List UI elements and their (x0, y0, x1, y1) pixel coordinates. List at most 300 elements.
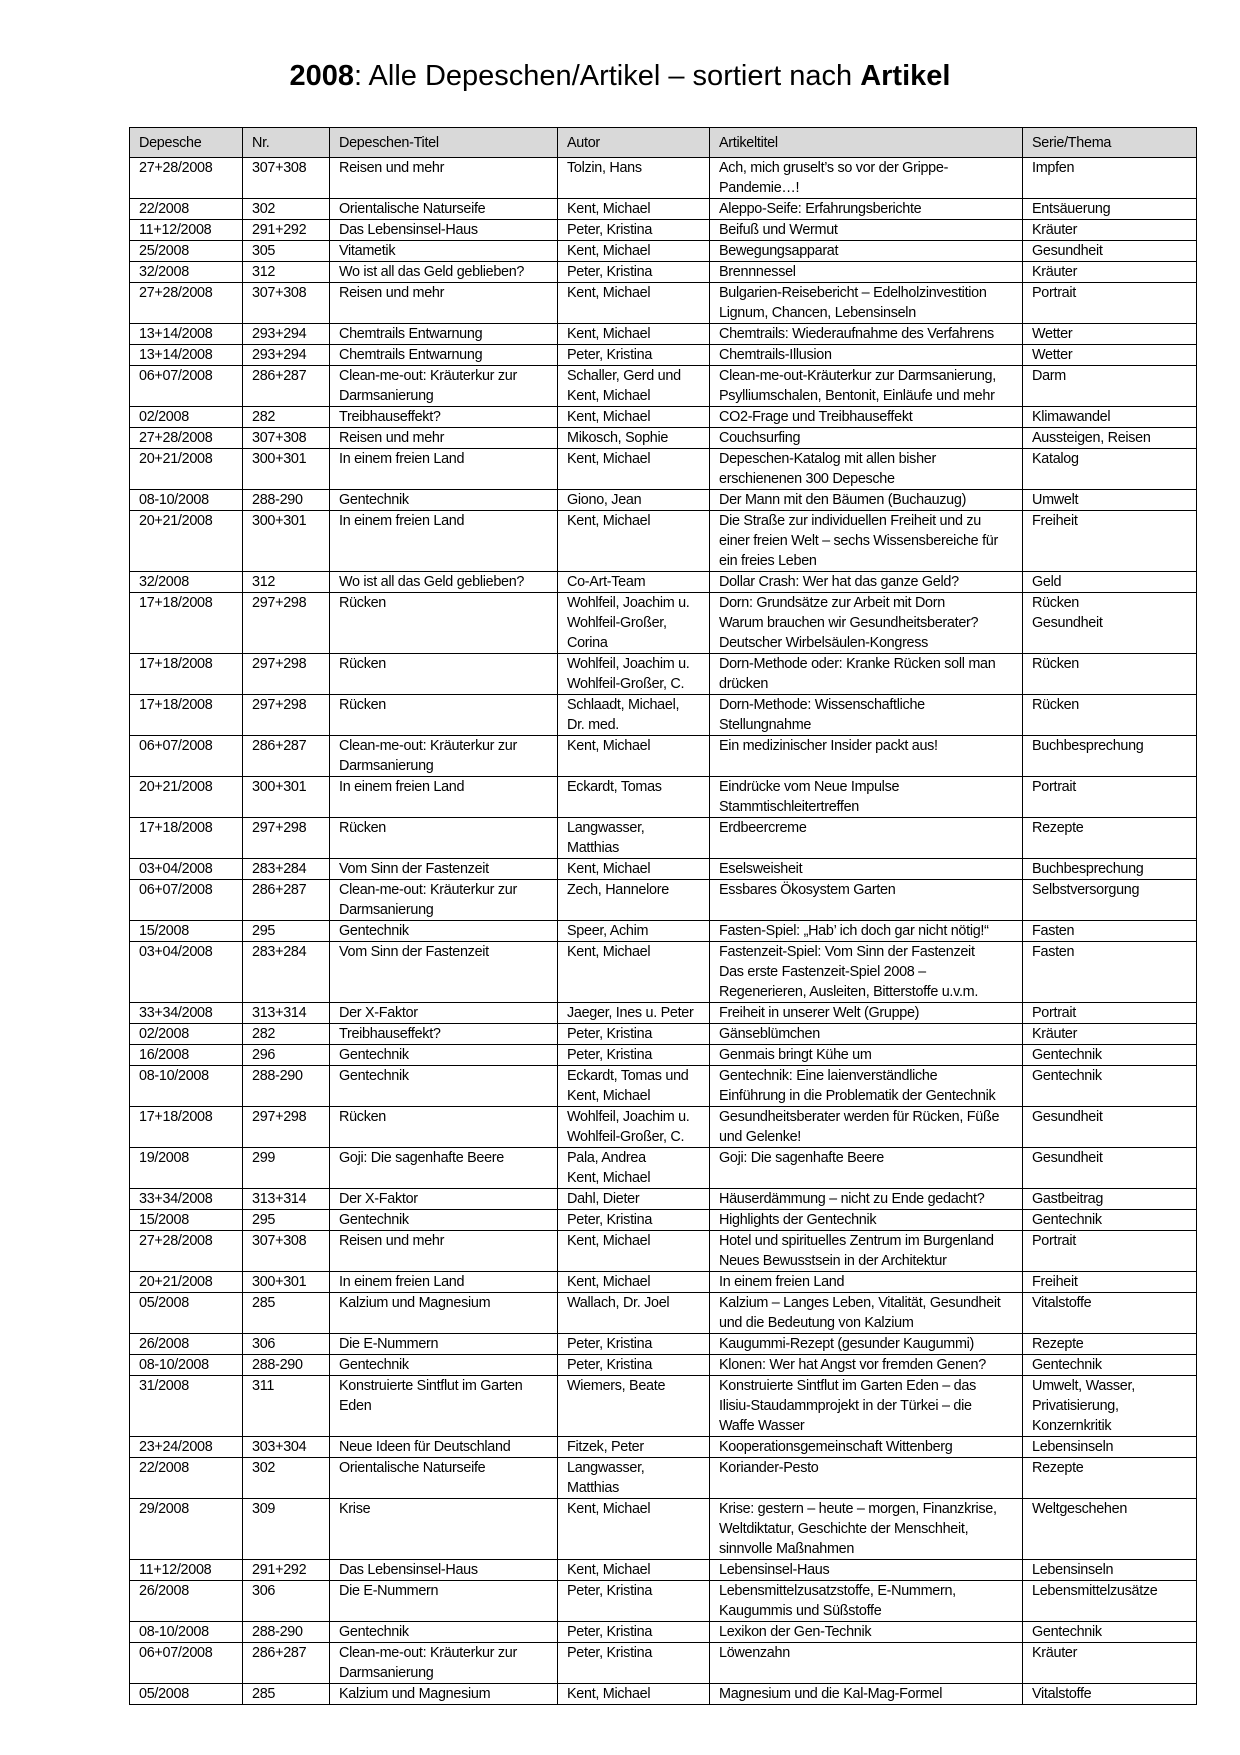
cell-line: 307+308 (252, 1233, 307, 1249)
cell-nr (243, 695, 330, 736)
cell-depesche (130, 777, 243, 818)
cell-nr (243, 511, 330, 572)
cell-line: Langwasser, (567, 820, 645, 836)
cell-depesche (130, 241, 243, 262)
column-header-serie-thema: Serie/Thema (1023, 128, 1197, 158)
cell-line: Schaller, Gerd und (567, 368, 681, 384)
cell-serie-thema (1023, 1437, 1197, 1458)
cell-line: Jaeger, Ines u. Peter (567, 1005, 694, 1021)
table-row (130, 1643, 1197, 1684)
cell-serie-thema (1023, 1684, 1197, 1705)
cell-line: Rücken (339, 820, 386, 836)
cell-line: Peter, Kristina (567, 1047, 653, 1063)
cell-artikeltitel (710, 262, 1023, 283)
table-row (130, 1499, 1197, 1560)
cell-line: Lexikon der Gen-Technik (719, 1624, 872, 1640)
cell-nr (243, 921, 330, 942)
cell-artikeltitel (710, 199, 1023, 220)
cell-depesche (130, 1231, 243, 1272)
cell-line: Kent, Michael (567, 388, 651, 404)
cell-line: 311 (252, 1378, 275, 1394)
table-row (130, 345, 1197, 366)
cell-line: 285 (252, 1295, 276, 1311)
cell-artikeltitel (710, 1189, 1023, 1210)
cell-line: Kent, Michael (567, 1562, 651, 1578)
cell-depesche (130, 1458, 243, 1499)
cell-artikeltitel (710, 1024, 1023, 1045)
cell-nr (243, 1210, 330, 1231)
cell-serie-thema (1023, 1148, 1197, 1189)
cell-line: Der X-Faktor (339, 1191, 418, 1207)
cell-line: In einem freien Land (339, 1274, 465, 1290)
cell-autor (558, 1231, 710, 1272)
cell-line: 299 (252, 1150, 276, 1166)
cell-line: erschienenen 300 Depesche (719, 471, 895, 487)
cell-line: einer freien Welt – sechs Wissensbereiche für (719, 533, 998, 549)
cell-artikeltitel (710, 1684, 1023, 1705)
cell-line: 297+298 (252, 656, 307, 672)
cell-autor (558, 324, 710, 345)
cell-line: 26/2008 (139, 1583, 189, 1599)
cell-line: Kent, Michael (567, 285, 651, 301)
cell-line: 293+294 (252, 326, 307, 342)
cell-line: Buchbesprechung (1032, 738, 1144, 754)
cell-autor (558, 1293, 710, 1334)
cell-autor (558, 1066, 710, 1107)
cell-line: Bulgarien-Reisebericht – Edelholzinvestition (719, 285, 987, 301)
cell-line: 23+24/2008 (139, 1439, 213, 1455)
cell-line: 288-290 (252, 1068, 303, 1084)
table-row (130, 1272, 1197, 1293)
cell-depeschen-titel (330, 1499, 558, 1560)
cell-line: CO2-Frage und Treibhauseffekt (719, 409, 913, 425)
cell-line: 13+14/2008 (139, 347, 213, 363)
cell-nr (243, 345, 330, 366)
cell-autor (558, 736, 710, 777)
cell-line: 17+18/2008 (139, 656, 213, 672)
cell-line: Kalzium und Magnesium (339, 1686, 491, 1702)
cell-depeschen-titel (330, 572, 558, 593)
cell-autor (558, 220, 710, 241)
cell-depesche (130, 1684, 243, 1705)
cell-depesche (130, 1148, 243, 1189)
cell-depeschen-titel (330, 407, 558, 428)
cell-depesche (130, 818, 243, 859)
cell-line: Darmsanierung (339, 758, 434, 774)
cell-line: Ach, mich gruselt’s so vor der Grippe- (719, 160, 949, 176)
cell-nr (243, 736, 330, 777)
cell-line: Umwelt, Wasser, (1032, 1378, 1135, 1394)
cell-line: und Gelenke! (719, 1129, 802, 1145)
cell-line: Portrait (1032, 285, 1076, 301)
cell-line: Reisen und mehr (339, 430, 445, 446)
cell-depeschen-titel (330, 1560, 558, 1581)
cell-artikeltitel (710, 449, 1023, 490)
cell-line: 307+308 (252, 430, 307, 446)
cell-artikeltitel (710, 1355, 1023, 1376)
cell-artikeltitel (710, 1148, 1023, 1189)
cell-autor (558, 1581, 710, 1622)
cell-depeschen-titel (330, 1003, 558, 1024)
cell-line: 312 (252, 574, 276, 590)
cell-nr (243, 942, 330, 1003)
cell-line: Chemtrails: Wiederaufnahme des Verfahrens (719, 326, 994, 342)
cell-nr (243, 1499, 330, 1560)
cell-line: Dr. med. (567, 717, 619, 733)
cell-autor (558, 1334, 710, 1355)
cell-line: Clean-me-out: Kräuterkur zur (339, 882, 517, 898)
cell-line: Portrait (1032, 779, 1076, 795)
cell-line: ein freies Leben (719, 553, 817, 569)
cell-depeschen-titel (330, 1684, 558, 1705)
cell-line: Gentechnik (1032, 1212, 1102, 1228)
cell-nr (243, 241, 330, 262)
cell-line: Vitalstoffe (1032, 1295, 1092, 1311)
cell-depeschen-titel (330, 593, 558, 654)
cell-line: 300+301 (252, 1274, 307, 1290)
cell-depesche (130, 1437, 243, 1458)
cell-depeschen-titel (330, 1189, 558, 1210)
cell-line: Kent, Michael (567, 1501, 651, 1517)
cell-line: Gesundheit (1032, 1150, 1103, 1166)
cell-artikeltitel (710, 241, 1023, 262)
cell-line: Die E-Nummern (339, 1583, 439, 1599)
cell-line: 20+21/2008 (139, 513, 213, 529)
table-row (130, 1293, 1197, 1334)
cell-line: Dorn-Methode oder: Kranke Rücken soll man (719, 656, 996, 672)
cell-line: Gentechnik (339, 1047, 409, 1063)
cell-serie-thema (1023, 1024, 1197, 1045)
cell-line: 32/2008 (139, 264, 189, 280)
cell-nr (243, 1334, 330, 1355)
cell-line: Vitalstoffe (1032, 1686, 1092, 1702)
cell-line: Lignum, Chancen, Lebensinseln (719, 305, 916, 321)
cell-line: 25/2008 (139, 243, 189, 259)
cell-line: 282 (252, 409, 276, 425)
cell-line: Magnesium und die Kal-Mag-Formel (719, 1686, 943, 1702)
cell-depeschen-titel (330, 199, 558, 220)
cell-line: 03+04/2008 (139, 861, 213, 877)
cell-depesche (130, 1189, 243, 1210)
cell-autor (558, 1376, 710, 1437)
cell-line: 16/2008 (139, 1047, 189, 1063)
cell-line: 20+21/2008 (139, 451, 213, 467)
cell-artikeltitel (710, 1003, 1023, 1024)
title-year: 2008 (289, 60, 355, 92)
cell-depesche (130, 921, 243, 942)
cell-artikeltitel (710, 1643, 1023, 1684)
cell-line: Lebensinsel-Haus (719, 1562, 830, 1578)
cell-line: 307+308 (252, 160, 307, 176)
cell-depesche (130, 593, 243, 654)
cell-autor (558, 1458, 710, 1499)
cell-line: 02/2008 (139, 1026, 189, 1042)
cell-line: Fasten (1032, 944, 1075, 960)
cell-depeschen-titel (330, 241, 558, 262)
cell-line: Kräuter (1032, 264, 1078, 280)
table-row (130, 1210, 1197, 1231)
table-row (130, 654, 1197, 695)
cell-line: Reisen und mehr (339, 1233, 445, 1249)
cell-line: 22/2008 (139, 1460, 189, 1476)
cell-line: 27+28/2008 (139, 430, 213, 446)
cell-line: 33+34/2008 (139, 1005, 213, 1021)
cell-line: Aussteigen, Reisen (1032, 430, 1151, 446)
cell-serie-thema (1023, 199, 1197, 220)
cell-line: 295 (252, 923, 276, 939)
cell-serie-thema (1023, 1231, 1197, 1272)
cell-autor (558, 818, 710, 859)
cell-line: Deutscher Wirbelsäulen-Kongress (719, 635, 929, 651)
cell-line: Wohlfeil, Joachim u. (567, 595, 690, 611)
cell-line: Giono, Jean (567, 492, 642, 508)
cell-line: Geld (1032, 574, 1062, 590)
cell-line: 19/2008 (139, 1150, 189, 1166)
cell-autor (558, 199, 710, 220)
cell-line: 300+301 (252, 779, 307, 795)
cell-line: 286+287 (252, 738, 307, 754)
cell-line: 13+14/2008 (139, 326, 213, 342)
cell-depeschen-titel (330, 695, 558, 736)
cell-line: 286+287 (252, 882, 307, 898)
cell-autor (558, 654, 710, 695)
cell-line: Kent, Michael (567, 326, 651, 342)
cell-line: Rücken (1032, 697, 1079, 713)
cell-line: Der Mann mit den Bäumen (Buchauzug) (719, 492, 967, 508)
cell-line: Kent, Michael (567, 409, 651, 425)
cell-line: Couchsurfing (719, 430, 801, 446)
cell-artikeltitel (710, 777, 1023, 818)
cell-line: Lebensinseln (1032, 1562, 1114, 1578)
cell-artikeltitel (710, 1376, 1023, 1437)
cell-nr (243, 1066, 330, 1107)
cell-artikeltitel (710, 942, 1023, 1003)
table-row (130, 1231, 1197, 1272)
cell-line: 27+28/2008 (139, 160, 213, 176)
table-row (130, 490, 1197, 511)
cell-nr (243, 490, 330, 511)
cell-depesche (130, 1499, 243, 1560)
cell-line: Langwasser, (567, 1460, 645, 1476)
cell-line: Kent, Michael (567, 1233, 651, 1249)
table-row (130, 880, 1197, 921)
cell-line: Waffe Wasser (719, 1418, 805, 1434)
cell-depeschen-titel (330, 262, 558, 283)
title-last: Artikel (860, 60, 951, 92)
cell-line: Darmsanierung (339, 1665, 434, 1681)
cell-depesche (130, 428, 243, 449)
cell-line: Treibhauseffekt? (339, 409, 441, 425)
cell-line: Eckardt, Tomas (567, 779, 662, 795)
cell-line: Kalzium – Langes Leben, Vitalität, Gesundheit (719, 1295, 1001, 1311)
cell-autor (558, 695, 710, 736)
cell-serie-thema (1023, 220, 1197, 241)
cell-line: Kooperationsgemeinschaft Wittenberg (719, 1439, 953, 1455)
cell-line: Eindrücke vom Neue Impulse (719, 779, 900, 795)
table-row (130, 366, 1197, 407)
table-row (130, 593, 1197, 654)
cell-line: Clean-me-out-Kräuterkur zur Darmsanierung, (719, 368, 996, 384)
cell-line: Kent, Michael (567, 944, 651, 960)
table-row (130, 283, 1197, 324)
cell-line: Essbares Ökosystem Garten (719, 882, 896, 898)
cell-autor (558, 1272, 710, 1293)
cell-line: Peter, Kristina (567, 1583, 653, 1599)
cell-artikeltitel (710, 1622, 1023, 1643)
cell-depeschen-titel (330, 942, 558, 1003)
cell-line: 300+301 (252, 513, 307, 529)
cell-depesche (130, 1643, 243, 1684)
cell-depesche (130, 511, 243, 572)
cell-nr (243, 1458, 330, 1499)
cell-line: Portrait (1032, 1233, 1076, 1249)
cell-line: Das Lebensinsel-Haus (339, 1562, 478, 1578)
cell-autor (558, 777, 710, 818)
cell-artikeltitel (710, 283, 1023, 324)
cell-artikeltitel (710, 511, 1023, 572)
cell-line: Weltgeschehen (1032, 1501, 1128, 1517)
cell-line: 283+284 (252, 861, 307, 877)
cell-serie-thema (1023, 449, 1197, 490)
cell-nr (243, 1622, 330, 1643)
cell-line: Krise: gestern – heute – morgen, Finanzkrise, (719, 1501, 997, 1517)
cell-serie-thema (1023, 1066, 1197, 1107)
cell-depesche (130, 1272, 243, 1293)
table-row (130, 449, 1197, 490)
cell-autor (558, 1107, 710, 1148)
cell-artikeltitel (710, 1581, 1023, 1622)
cell-artikeltitel (710, 345, 1023, 366)
cell-nr (243, 428, 330, 449)
cell-nr (243, 1581, 330, 1622)
cell-autor (558, 1437, 710, 1458)
cell-depesche (130, 942, 243, 1003)
cell-depesche (130, 1045, 243, 1066)
cell-autor (558, 859, 710, 880)
cell-line: 03+04/2008 (139, 944, 213, 960)
cell-line: Kaugummi-Rezept (gesunder Kaugummi) (719, 1336, 975, 1352)
cell-artikeltitel (710, 859, 1023, 880)
cell-nr (243, 262, 330, 283)
cell-nr (243, 283, 330, 324)
cell-line: Gesundheit (1032, 1109, 1103, 1125)
cell-autor (558, 921, 710, 942)
cell-line: Clean-me-out: Kräuterkur zur (339, 368, 517, 384)
cell-line: Kent, Michael (567, 1686, 651, 1702)
cell-serie-thema (1023, 1622, 1197, 1643)
cell-depeschen-titel (330, 158, 558, 199)
cell-depesche (130, 1066, 243, 1107)
cell-line: Konzernkritik (1032, 1418, 1112, 1434)
cell-autor (558, 407, 710, 428)
cell-line: 22/2008 (139, 201, 189, 217)
cell-serie-thema (1023, 695, 1197, 736)
cell-line: 307+308 (252, 285, 307, 301)
cell-depeschen-titel (330, 859, 558, 880)
cell-artikeltitel (710, 1210, 1023, 1231)
table-row (130, 942, 1197, 1003)
cell-line: Gentechnik (339, 492, 409, 508)
cell-line: Eckardt, Tomas und (567, 1068, 689, 1084)
cell-line: Gastbeitrag (1032, 1191, 1104, 1207)
cell-artikeltitel (710, 654, 1023, 695)
cell-line: Gesundheit (1032, 243, 1103, 259)
table-row (130, 1560, 1197, 1581)
cell-autor (558, 345, 710, 366)
cell-line: Hotel und spirituelles Zentrum im Burgenland (719, 1233, 994, 1249)
cell-nr (243, 1684, 330, 1705)
cell-line: 291+292 (252, 1562, 307, 1578)
cell-nr (243, 366, 330, 407)
cell-line: Katalog (1032, 451, 1079, 467)
cell-artikeltitel (710, 572, 1023, 593)
cell-artikeltitel (710, 1272, 1023, 1293)
cell-line: 08-10/2008 (139, 1357, 209, 1373)
cell-serie-thema (1023, 366, 1197, 407)
cell-line: 08-10/2008 (139, 492, 209, 508)
cell-line: 288-290 (252, 492, 303, 508)
cell-serie-thema (1023, 283, 1197, 324)
cell-line: Fasten-Spiel: „Hab’ ich doch gar nicht nötig!“ (719, 923, 989, 939)
cell-artikeltitel (710, 490, 1023, 511)
cell-line: Kent, Michael (567, 1088, 651, 1104)
cell-line: Kent, Michael (567, 1274, 651, 1290)
cell-line: Neues Bewusstsein in der Architektur (719, 1253, 947, 1269)
cell-depesche (130, 1024, 243, 1045)
cell-depeschen-titel (330, 449, 558, 490)
cell-serie-thema (1023, 593, 1197, 654)
cell-line: Peter, Kristina (567, 347, 653, 363)
cell-serie-thema (1023, 1293, 1197, 1334)
cell-line: Neue Ideen für Deutschland (339, 1439, 511, 1455)
column-header-depesche: Depesche (130, 128, 243, 158)
cell-artikeltitel (710, 324, 1023, 345)
table-row (130, 859, 1197, 880)
cell-artikeltitel (710, 158, 1023, 199)
cell-line: Privatisierung, (1032, 1398, 1119, 1414)
cell-line: 313+314 (252, 1191, 307, 1207)
cell-line: 29/2008 (139, 1501, 189, 1517)
cell-nr (243, 1107, 330, 1148)
cell-nr (243, 777, 330, 818)
cell-line: Rücken (339, 656, 386, 672)
cell-depeschen-titel (330, 1024, 558, 1045)
cell-line: Peter, Kristina (567, 1624, 653, 1640)
cell-line: 306 (252, 1583, 276, 1599)
cell-line: Wiemers, Beate (567, 1378, 666, 1394)
cell-serie-thema (1023, 736, 1197, 777)
cell-line: 286+287 (252, 1645, 307, 1661)
cell-line: Rücken (1032, 595, 1079, 611)
cell-depeschen-titel (330, 1293, 558, 1334)
cell-line: 02/2008 (139, 409, 189, 425)
cell-line: Warum brauchen wir Gesundheitsberater? (719, 615, 979, 631)
cell-depesche (130, 1355, 243, 1376)
cell-line: Wohlfeil-Großer, C. (567, 676, 685, 692)
cell-autor (558, 1003, 710, 1024)
cell-line: Freiheit in unserer Welt (Gruppe) (719, 1005, 920, 1021)
cell-serie-thema (1023, 1643, 1197, 1684)
cell-line: Löwenzahn (719, 1645, 790, 1661)
cell-line: Wohlfeil, Joachim u. (567, 656, 690, 672)
cell-nr (243, 220, 330, 241)
cell-nr (243, 407, 330, 428)
cell-depeschen-titel (330, 921, 558, 942)
table-row (130, 1622, 1197, 1643)
cell-line: Psylliumschalen, Bentonit, Einläufe und mehr (719, 388, 995, 404)
cell-line: Kent, Michael (567, 513, 651, 529)
cell-line: Peter, Kristina (567, 1357, 653, 1373)
